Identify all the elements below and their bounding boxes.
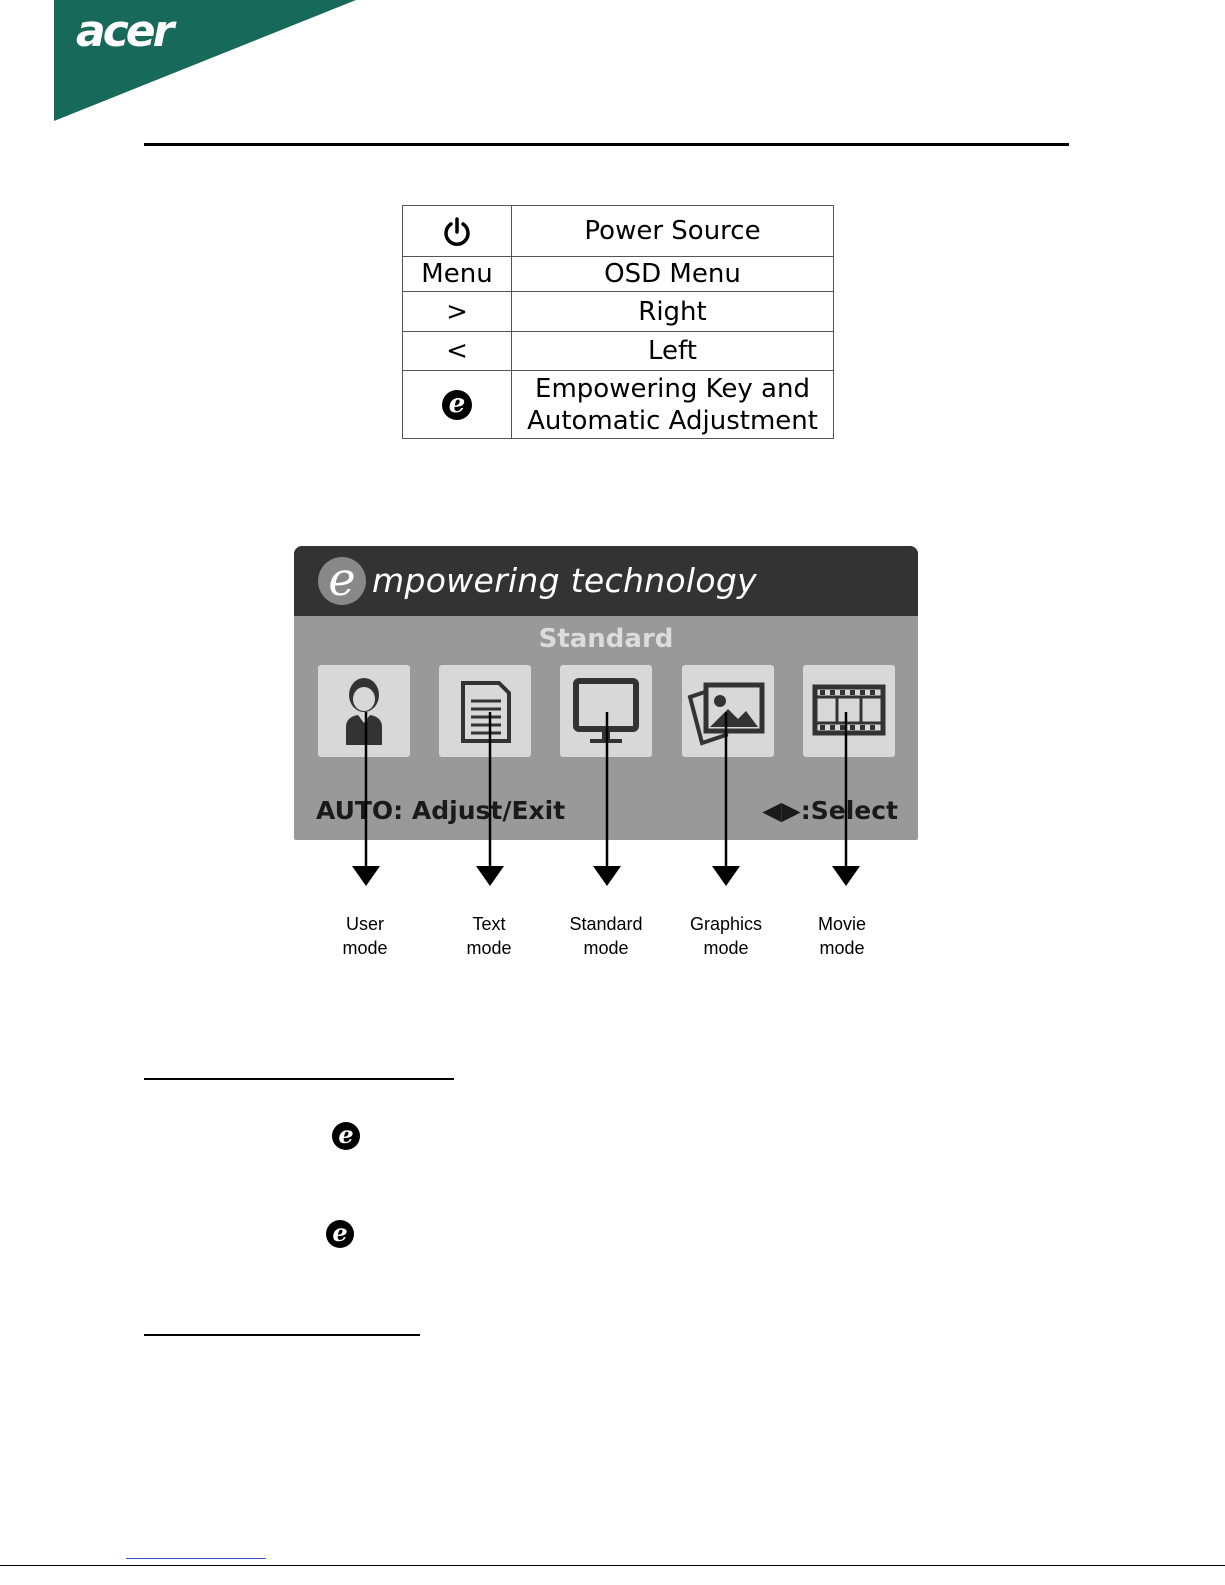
function-cell: Power Source [512, 206, 834, 257]
select-hint-label: :Select [800, 796, 898, 825]
header-divider [144, 143, 1069, 146]
graphics-mode-tile[interactable] [682, 665, 774, 757]
footer-divider [0, 1565, 1225, 1566]
empowering-e-icon: e [442, 390, 472, 420]
empowering-e-logo: e [318, 557, 366, 605]
osd-title: mpowering technology [372, 561, 757, 600]
section-heading-underline [144, 1334, 420, 1336]
function-cell [512, 371, 834, 439]
select-hint [762, 796, 898, 825]
function-cell: Right [512, 292, 834, 332]
user-mode-label [305, 912, 425, 960]
auto-adjust-exit-hint: AUTO: Adjust/Exit [316, 796, 566, 825]
empowering-e-icon: e [326, 1220, 354, 1248]
table-row [403, 371, 834, 439]
footer-link-underline [126, 1558, 266, 1559]
mode-label-line: mode [342, 938, 388, 958]
section-heading-underline [144, 1078, 454, 1080]
text-mode-tile[interactable] [439, 665, 531, 757]
standard-mode-label [546, 912, 666, 960]
mode-label-line: Standard [569, 914, 643, 934]
function-cell: Left [512, 332, 834, 371]
key-cell: < [403, 332, 512, 371]
key-function-table [402, 205, 834, 439]
monitor-icon [560, 665, 652, 757]
osd-header [294, 546, 918, 616]
function-line: Empowering Key and [535, 373, 810, 404]
standard-mode-tile[interactable] [560, 665, 652, 757]
left-right-arrows-icon: ◀▶ [762, 796, 801, 825]
mode-label-line: User [345, 914, 384, 934]
key-cell: Menu [403, 257, 512, 292]
user-icon [318, 665, 410, 757]
table-row [403, 332, 834, 371]
mode-label-line: Graphics [689, 914, 763, 934]
function-cell: OSD Menu [512, 257, 834, 292]
mode-label-line: Movie [817, 914, 866, 934]
table-row [403, 257, 834, 292]
power-key-cell [403, 206, 512, 257]
mode-label-line: mode [703, 938, 749, 958]
pictures-icon [682, 665, 774, 757]
mode-label-line: mode [819, 938, 865, 958]
graphics-mode-label [666, 912, 786, 960]
table-row [403, 206, 834, 257]
mode-label-line: Text [472, 914, 506, 934]
empowering-osd-panel [294, 546, 918, 840]
user-mode-tile[interactable] [318, 665, 410, 757]
text-mode-label [429, 912, 549, 960]
mode-label-line: mode [466, 938, 512, 958]
film-strip-icon [803, 665, 895, 757]
movie-mode-label [782, 912, 902, 960]
current-mode-label: Standard [538, 624, 674, 654]
movie-mode-tile[interactable] [803, 665, 895, 757]
text-document-icon [439, 665, 531, 757]
function-line: Automatic Adjustment [527, 405, 818, 436]
acer-logo: acer [76, 6, 172, 57]
empowering-e-icon: e [332, 1122, 360, 1150]
table-row [403, 292, 834, 332]
acer-logo-banner [0, 0, 360, 125]
mode-label-line: mode [583, 938, 629, 958]
empowering-key-cell [403, 371, 512, 439]
key-cell: > [403, 292, 512, 332]
power-icon [442, 217, 472, 247]
